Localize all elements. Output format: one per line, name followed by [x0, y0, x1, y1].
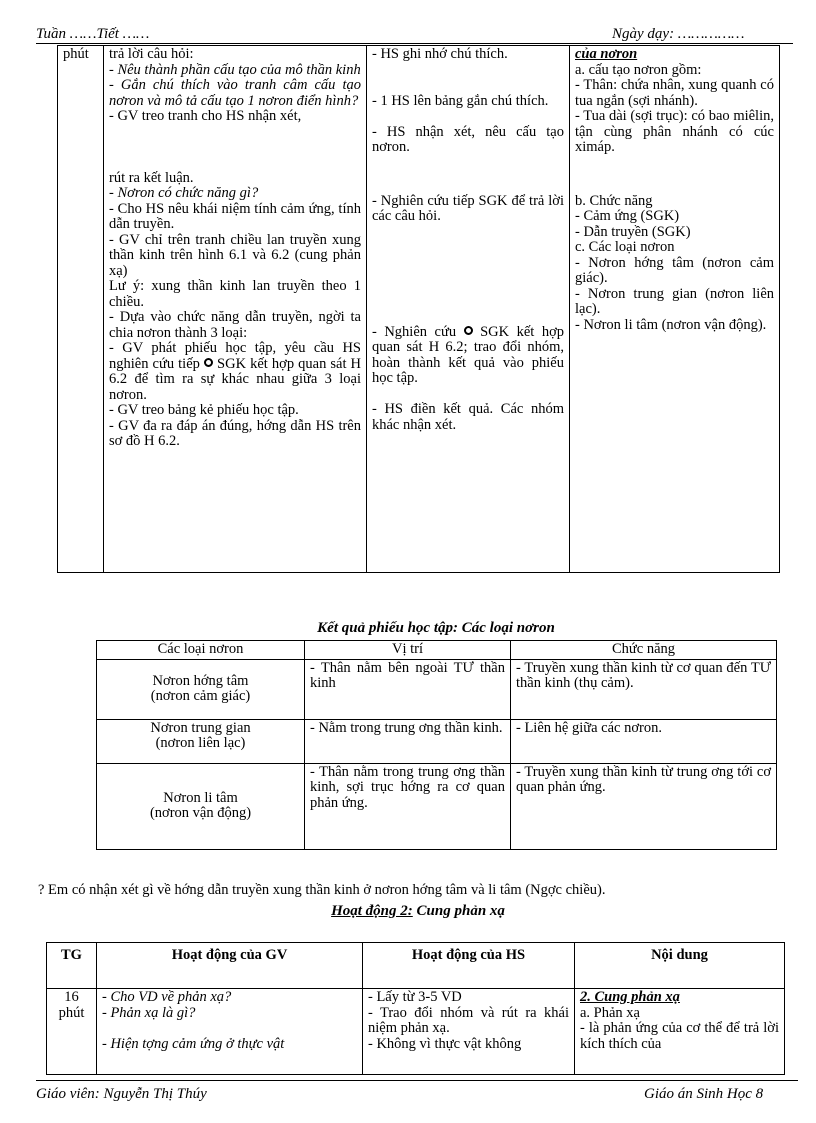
gv-line-12: - GV đa ra đáp án đúng, hớng dẫn HS trên sơ đồ H 6.2.	[109, 417, 361, 449]
nd-line-4: - Cảm ứng (SGK)	[575, 208, 680, 224]
nd-line-1: - Thân: chứa nhân, xung quanh có tua ngắn (sợi nhánh).	[575, 77, 774, 109]
activity2-title-prefix: Hoạt động 2:	[331, 903, 413, 919]
col-header-content: Nội dung	[575, 943, 785, 989]
nd-line-2: - Tua dài (sợi trục): có bao miêlin, tận cùng phân nhánh có cúc ximáp.	[575, 108, 774, 155]
gv-line-2: - Gắn chú thích vào tranh câm cấu tạo nơron và mô tả cấu tạo 1 nơron điển hình?	[109, 77, 361, 109]
time-cell	[47, 989, 97, 1075]
circle-bullet-icon	[464, 326, 473, 335]
gv-line-6: - Cho HS nêu khái niệm tính cảm ứng, tính dẫn truyền.	[109, 200, 361, 232]
gv-line-10	[109, 341, 361, 403]
footer-rule	[36, 1080, 798, 1081]
time-unit: phút	[58, 1004, 85, 1021]
hs-cell	[363, 989, 575, 1075]
gv-line-9: - Dựa vào chức năng dẫn truyền, ngời ta chia nơron thành 3 loại:	[109, 309, 361, 341]
neuron-type-cell	[97, 719, 305, 763]
footer-left: Giáo viên: Nguyễn Thị Thúy	[36, 1086, 207, 1102]
nd-heading: của nơron	[575, 46, 638, 62]
neuron-type-cell	[97, 763, 305, 849]
nd-line-3: b. Chức năng	[575, 192, 653, 209]
footer-right: Giáo án Sinh Học 8	[644, 1086, 764, 1102]
gv-line-5: - Nơron có chức năng gì?	[109, 185, 259, 201]
hs2-line-2: - Không vì thực vật không	[368, 1035, 522, 1052]
gv-line-8: Lư ý: xung thần kinh lan truyền theo 1 chiều.	[109, 278, 361, 310]
neuron-function: - Truyền xung thần kinh từ trung ơng tới cơ quan phản ứng.	[511, 763, 777, 849]
nd-line-5: - Dẫn truyền (SGK)	[575, 223, 691, 240]
neuron-type-sub: (nơron vận động)	[149, 805, 252, 821]
hs-line-2: - 1 HS lên bảng gắn chú thích.	[372, 92, 549, 109]
nd-line-8: - Nơron trung gian (nơron liên lạc).	[575, 285, 774, 317]
gv-line-7: - GV chỉ trên tranh chiều lan truyền xung thần kinh trên hình 6.1 và 6.2 (cung phản xạ)	[109, 231, 361, 279]
neuron-type: Nơron trung gian	[150, 719, 251, 736]
neuron-position: - Nằm trong trung ơng thần kinh.	[305, 719, 511, 763]
hs-line-5-suffix: SGK kết hợp quan sát H 6.2; trao đổi nhóm, hoàn thành kết quả vào phiếu học tập.	[372, 323, 565, 386]
nd-line-9: - Nơron li tâm (nơron vận động).	[575, 316, 767, 333]
neuron-position: - Thân nằm bên ngoài TƯ thần kinh	[305, 659, 511, 719]
hs-line-1: - HS ghi nhớ chú thích.	[372, 46, 508, 62]
activity2-table	[46, 942, 785, 1075]
result-header-function: Chức năng	[511, 641, 777, 660]
time-unit: phút	[63, 46, 89, 62]
nd-line-0: a. cấu tạo nơron gồm:	[575, 61, 702, 78]
time-cell	[58, 46, 104, 573]
header-right: Ngày dạy: ……………	[612, 26, 745, 42]
neuron-type: Nơron hớng tâm	[152, 672, 249, 689]
hs-line-3: - HS nhận xét, nêu cấu tạo nơron.	[372, 123, 564, 155]
result-table-title: Kết quả phiếu học tập: Các loại nơron	[317, 620, 555, 636]
header-left: Tuần ……Tiết ……	[36, 26, 150, 42]
nd-line-7: - Nơron hớng tâm (nơron cảm giác).	[575, 254, 774, 286]
gv2-line-3: - Hiện tợng cảm ứng ở thực vật	[102, 1035, 285, 1052]
neuron-function: - Truyền xung thần kinh từ cơ quan đến TƯ thần kinh (thụ cảm).	[511, 659, 777, 719]
hs-line-4: - Nghiên cứu tiếp SGK để trả lời các câu hỏi.	[372, 192, 564, 224]
gv-line-1: - Nêu thành phần cấu tạo của mô thần kinh	[109, 61, 361, 78]
hs-line-5-prefix: - Nghiên cứu	[372, 323, 457, 340]
neuron-type-sub: (nơron cảm giác)	[150, 688, 251, 704]
col-header-hs: Hoạt động của HS	[363, 943, 575, 989]
table-row	[97, 719, 777, 763]
neuron-type-sub: (nơron liên lạc)	[155, 735, 246, 751]
result-header-type: Các loại nơron	[97, 641, 305, 660]
activity2-title	[38, 903, 798, 920]
nd2-heading: 2. Cung phản xạ	[580, 989, 680, 1005]
circle-bullet-icon	[204, 358, 213, 367]
result-header-position: Vị trí	[305, 641, 511, 660]
hs-cell	[367, 46, 570, 573]
nd2-line-0: a. Phản xạ	[580, 1004, 640, 1021]
nd-cell	[570, 46, 780, 573]
table-row	[97, 659, 777, 719]
gv2-line-0: - Cho VD về phản xạ?	[102, 989, 232, 1005]
gv2-line-1: - Phản xạ là gì?	[102, 1004, 196, 1021]
activity2-title-suffix: Cung phản xạ	[412, 903, 505, 919]
neuron-function: - Liên hệ giữa các nơron.	[511, 719, 777, 763]
neuron-type: Nơron li tâm	[163, 789, 238, 806]
col-header-gv: Hoạt động của GV	[97, 943, 363, 989]
col-header-time: TG	[47, 943, 97, 989]
nd-line-6: c. Các loại nơron	[575, 239, 675, 255]
result-table	[96, 640, 777, 850]
header-rule	[36, 43, 793, 44]
gv-line-11: - GV treo bảng kẻ phiếu học tập.	[109, 402, 299, 418]
activity1-table	[57, 45, 780, 573]
gv-line-10-suffix: SGK kết hợp quan sát H 6.2 để tìm ra sự khác nhau giữa 3 loại nơron.	[109, 355, 362, 403]
nd2-line-1: - là phản ứng của cơ thể để trả lời kích thích của	[580, 1020, 779, 1052]
gv-line-10-prefix: - GV phát phiếu học tập, yêu cầu HS nghiên cứu tiếp	[109, 340, 361, 372]
gv-line-0: trả lời câu hỏi:	[109, 46, 194, 62]
hs2-line-1: - Trao đổi nhóm và rút ra khái niệm phản xạ.	[368, 1004, 569, 1036]
gv-line-3: - GV treo tranh cho HS nhận xét,	[109, 108, 302, 124]
nd-cell	[575, 989, 785, 1075]
table-row	[97, 763, 777, 849]
time-number: 16	[64, 989, 79, 1005]
hs-line-6: - HS điền kết quả. Các nhóm khác nhận xét.	[372, 401, 564, 433]
gv-cell	[97, 989, 363, 1075]
gv-cell	[104, 46, 367, 573]
neuron-position: - Thân nằm trong trung ơng thần kinh, sợi trục hớng ra cơ quan phản ứng.	[305, 763, 511, 849]
question-text: ? Em có nhận xét gì về hớng dẫn truyền xung thần kinh ở nơron hớng tâm và li tâm (Ngợc chiều).	[38, 882, 606, 898]
neuron-type-cell	[97, 659, 305, 719]
hs2-line-0: - Lấy từ 3-5 VD	[368, 989, 462, 1005]
gv-line-4: rút ra kết luận.	[109, 169, 194, 186]
hs-line-5	[372, 325, 564, 387]
